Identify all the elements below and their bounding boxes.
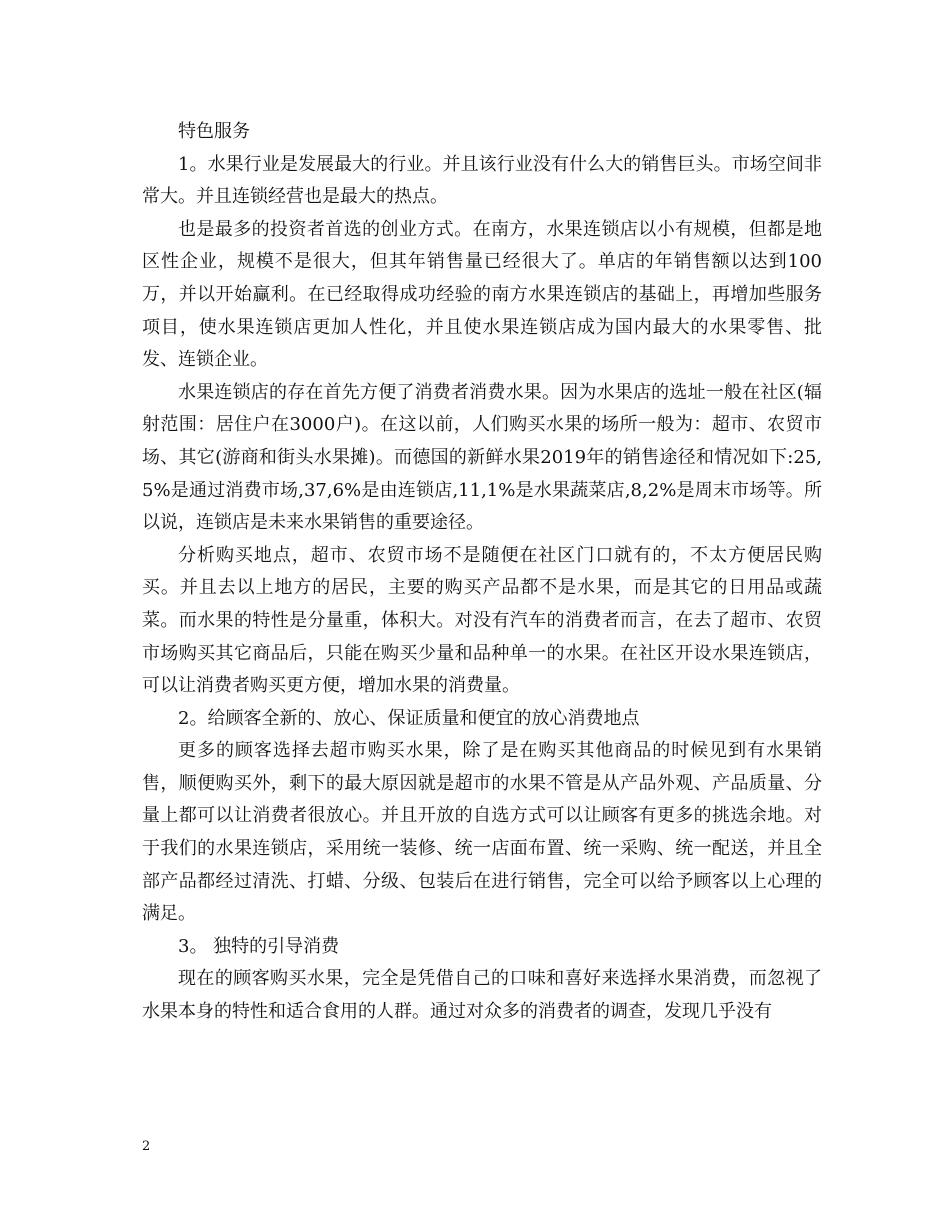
paragraph-consumer-habits: 现在的顾客购买水果，完全是凭借自己的口味和喜好来选择水果消费，而忽视了水果本身的特性和适合食用的人群。通过对众多的消费者的调查，发现几乎没有 <box>142 968 822 1023</box>
document-body <box>142 116 822 1029</box>
section-heading-features: 特色服务 <box>178 121 250 142</box>
section-heading-trust: 2。给顾客全新的、放心、保证质量和便宜的放心消费地点 <box>178 707 640 729</box>
paragraph-purchase-location: 分析购买地点，超市、农贸市场不是随便在社区门口就有的，不太方便居民购买。并且去以上地方的居民，主要的购买产品都不是水果，而是其它的日用品或蔬菜。而水果的特性是分量重，体积大。对没有汽车的消费者而言，在去了超市、农贸市场购买其它商品后，只能在购买少量和品种单一的水果。在社区开设水果连锁店，可以让消费者购买更方便，增加水果的消费量。 <box>142 544 822 697</box>
paragraph-investor-choice: 也是最多的投资者首选的创业方式。在南方，水果连锁店以小有规模，但都是地区性企业，规模不是很大，但其年销售量已经很大了。单店的年销售额以达到100万，并以开始赢利。在已经取得成功经验的南方水果连锁店的基础上，再增加些服务项目，使水果连锁店更加人性化，并且使水果连锁店成为国内最大的水果零售、批发、连锁企业。 <box>142 218 822 371</box>
paragraph-industry-overview: 1。水果行业是发展最大的行业。并且该行业没有什么大的销售巨头。市场空间非常大。并且连锁经营也是最大的热点。 <box>142 153 822 208</box>
page-number: 2 <box>142 1139 151 1154</box>
paragraph-supermarket-reasons: 更多的顾客选择去超市购买水果，除了是在购买其他商品的时候见到有水果销售，顺便购买外，剩下的最大原因就是超市的水果不管是从产品外观、产品质量、分量上都可以让消费者很放心。并且开放的自选方式可以让顾客有更多的挑选余地。对于我们的水果连锁店，采用统一装修、统一店面布置、统一采购、统一配送，并且全部产品都经过清洗、打蜡、分级、包装后在进行销售，完全可以给予顾客以上心理的满足。 <box>142 740 822 925</box>
section-heading-guided-consumption: 3。 独特的引导消费 <box>178 935 340 957</box>
paragraph-convenience: 水果连锁店的存在首先方便了消费者消费水果。因为水果店的选址一般在社区(辐射范围：居住户在3000户)。在这以前，人们购买水果的场所一般为：超市、农贸市场、其它(游商和街头水果摊)。而德国的新鲜水果2019年的销售途径和情况如下:25,5%是通过消费市场,37,6%是由连锁店,11,1%是水果蔬菜店,8,2%是周末市场等。所以说，连锁店是未来水果销售的重要途径。 <box>142 381 822 534</box>
